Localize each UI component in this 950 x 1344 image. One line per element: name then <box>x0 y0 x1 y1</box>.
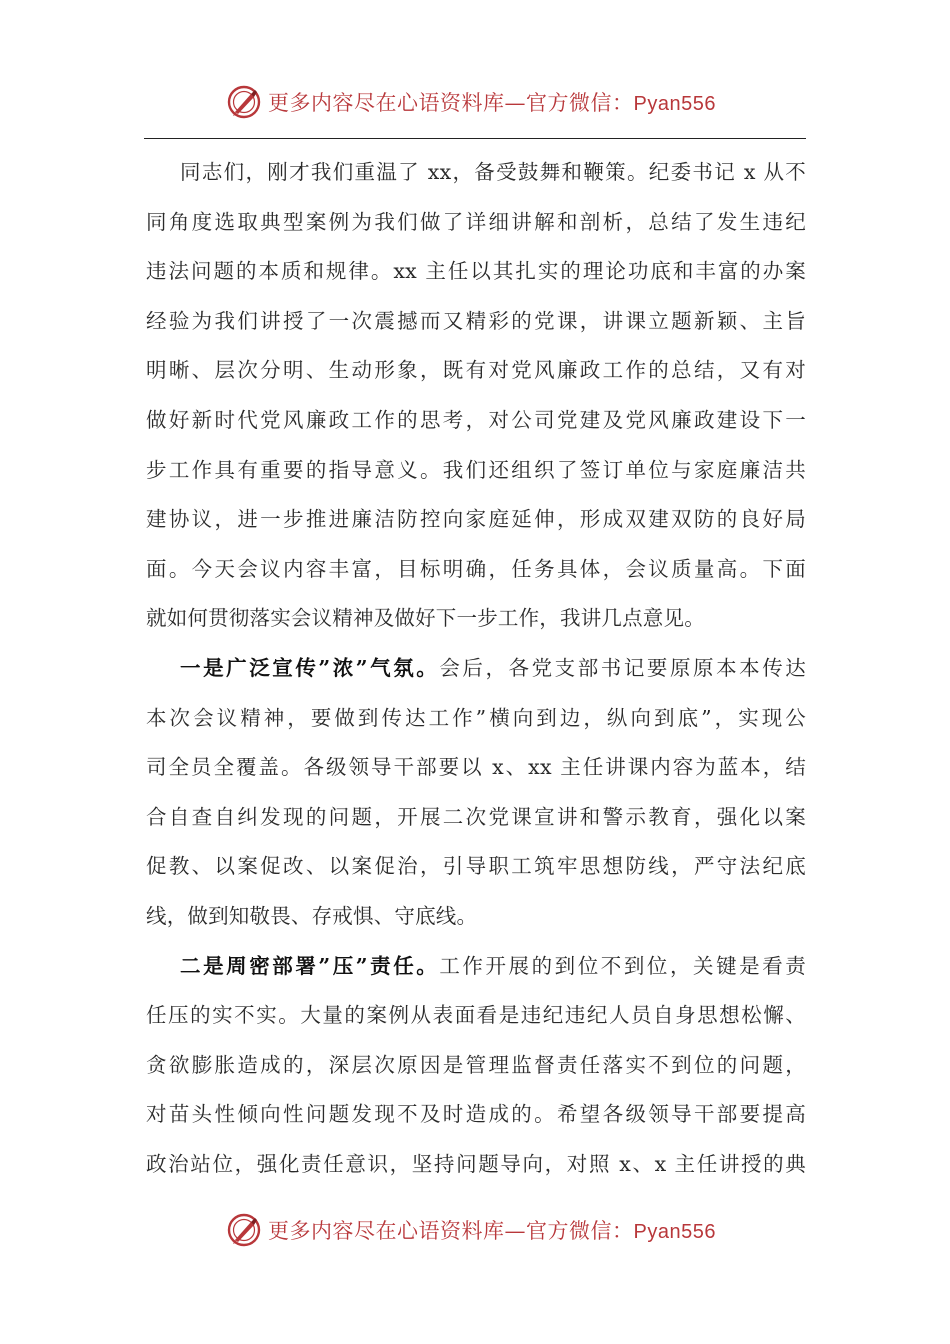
section-heading-second: 二是周密部署”压”责任。 <box>180 953 440 978</box>
text-line: 经验为我们讲授了一次震撼而又精彩的党课，讲课立题新颖、主旨 <box>146 308 806 333</box>
text-line: 对苗头性倾向性问题发现不及时造成的。希望各级领导干部要提高 <box>146 1102 806 1127</box>
text-line: 贪欲膨胀造成的，深层次原因是管理监督责任落实不到位的问题， <box>146 1052 806 1077</box>
document-body <box>146 148 806 1189</box>
pen-logo-icon <box>226 1212 262 1248</box>
banner-handle: Pyan556 <box>633 1221 716 1243</box>
text-line: 面。今天会议内容丰富，目标明确，任务具体，会议质量高。下面 <box>146 556 806 581</box>
text-line: 同角度选取典型案例为我们做了详细讲解和剖析，总结了发生违纪 <box>146 209 806 234</box>
text-line: 司全员全覆盖。各级领导干部要以 x、xx 主任讲课内容为蓝本，结 <box>146 755 806 780</box>
text-line: 做好新时代党风廉政工作的思考，对公司党建及党风廉政建设下一 <box>146 407 806 432</box>
text-line: 线，做到知敬畏、存戒惧、守底线。 <box>146 903 478 928</box>
banner-text: 更多内容尽在心语资料库—官方微信：Pyan556 <box>268 1219 716 1243</box>
text-line: 同志们，刚才我们重温了 xx，备受鼓舞和鞭策。纪委书记 x 从不 <box>180 160 806 184</box>
text-line: 违法问题的本质和规律。xx 主任以其扎实的理论功底和丰富的办案 <box>146 259 806 284</box>
banner-handle: Pyan556 <box>633 93 716 115</box>
text-span: 工作开展的到位不到位，关键是看责 <box>439 953 806 978</box>
text-line: 建协议，进一步推进廉洁防控向家庭延伸，形成双建双防的良好局 <box>146 507 806 532</box>
section-heading-first: 一是广泛宣传”浓”气氛。 <box>180 655 440 680</box>
banner-text: 更多内容尽在心语资料库—官方微信：Pyan556 <box>268 91 716 115</box>
pen-logo-icon <box>226 84 262 120</box>
header-divider <box>144 138 806 139</box>
text-span: 会后，各党支部书记要原原本本传达 <box>439 655 806 680</box>
text-line: 步工作具有重要的指导意义。我们还组织了签订单位与家庭廉洁共 <box>146 457 806 482</box>
header-banner <box>226 82 746 122</box>
paragraph-first-line <box>146 644 806 694</box>
footer-banner <box>226 1210 746 1250</box>
text-line: 明晰、层次分明、生动形象，既有对党风廉政工作的总结，又有对 <box>146 358 806 383</box>
text-line: 促教、以案促改、以案促治，引导职工筑牢思想防线，严守法纪底 <box>146 854 806 879</box>
text-line: 任压的实不实。大量的案例从表面看是违纪违纪人员自身思想松懈、 <box>146 1003 806 1028</box>
text-line: 政治站位，强化责任意识，坚持问题导向，对照 x、x 主任讲授的典 <box>146 1151 806 1176</box>
paragraph-first-line <box>146 942 806 992</box>
text-line: 本次会议精神，要做到传达工作”横向到边，纵向到底”，实现公 <box>146 705 806 730</box>
text-line: 合自查自纠发现的问题，开展二次党课宣讲和警示教育，强化以案 <box>146 804 806 829</box>
text-line: 就如何贯彻落实会议精神及做好下一步工作，我讲几点意见。 <box>146 606 705 631</box>
